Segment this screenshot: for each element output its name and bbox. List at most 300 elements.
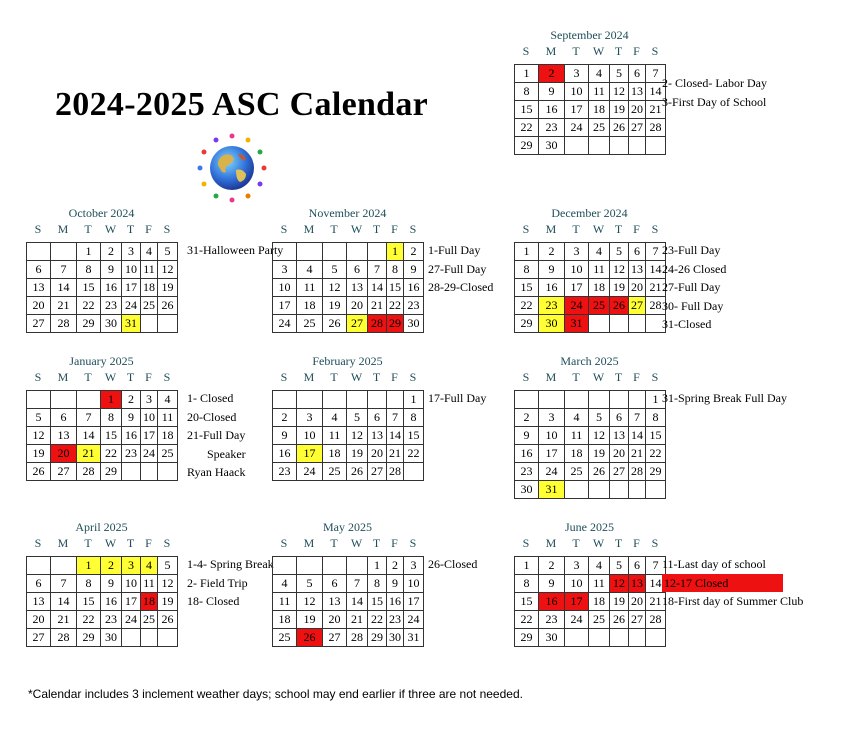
- day-cell: 7: [51, 575, 77, 593]
- empty-cell: [589, 137, 610, 155]
- day-cell: 6: [27, 575, 51, 593]
- day-of-week-label: T: [330, 370, 338, 384]
- day-cell: 8: [101, 409, 122, 427]
- month-title: March 2025: [560, 354, 619, 368]
- empty-cell: [297, 557, 323, 575]
- month-note: Ryan Haack: [187, 465, 246, 479]
- day-cell: 4: [589, 557, 610, 575]
- day-cell: 16: [387, 593, 404, 611]
- day-cell: 4: [297, 261, 323, 279]
- month-note: 1-4- Spring Break: [187, 557, 274, 571]
- day-cell: 24: [273, 315, 297, 333]
- month-note: 23-Full Day: [662, 243, 721, 257]
- day-cell: 1: [515, 65, 539, 83]
- month-note: 31-Closed: [662, 317, 712, 331]
- day-cell: 10: [565, 575, 589, 593]
- day-of-week-label: S: [522, 370, 530, 384]
- empty-cell: [158, 629, 178, 647]
- day-cell: 2: [515, 409, 539, 427]
- day-cell: 15: [387, 279, 404, 297]
- week-row: [515, 65, 666, 83]
- day-cell: 18: [297, 297, 323, 315]
- day-cell: 17: [297, 445, 323, 463]
- day-of-week-label: T: [84, 222, 92, 236]
- month-note: 27-Full Day: [428, 261, 487, 276]
- day-cell: 10: [273, 279, 297, 297]
- day-cell: 21: [629, 445, 646, 463]
- day-cell: 9: [515, 427, 539, 445]
- day-cell: 3: [539, 409, 565, 427]
- month-title: April 2025: [75, 520, 128, 534]
- day-cell: 15: [77, 279, 101, 297]
- day-cell: 12: [610, 575, 629, 593]
- day-cell: 16: [539, 279, 565, 297]
- day-cell: 15: [77, 593, 101, 611]
- day-of-week-label: F: [633, 44, 640, 58]
- day-cell: 1: [515, 557, 539, 575]
- day-cell: 23: [101, 611, 122, 629]
- day-cell: 6: [629, 243, 646, 261]
- day-cell: 27: [27, 629, 51, 647]
- week-row: [515, 575, 666, 593]
- day-cell: 12: [297, 593, 323, 611]
- day-cell: 22: [77, 611, 101, 629]
- day-cell: 16: [539, 101, 565, 119]
- week-row: [27, 391, 178, 409]
- empty-cell: [141, 629, 158, 647]
- day-cell: 20: [629, 593, 646, 611]
- day-of-week-label: W: [350, 222, 363, 236]
- day-cell: 22: [101, 445, 122, 463]
- day-cell: 9: [404, 261, 424, 279]
- day-cell: 22: [515, 611, 539, 629]
- month-note: 17-Full Day: [428, 391, 487, 405]
- day-cell: 21: [646, 593, 666, 611]
- week-row: [27, 279, 178, 297]
- month-note: 31-Spring Break Full Day: [662, 391, 787, 405]
- day-cell: 15: [368, 593, 387, 611]
- day-cell: 26: [323, 315, 347, 333]
- day-of-week-label: F: [391, 370, 398, 384]
- day-cell: 9: [539, 83, 565, 101]
- day-cell: 27: [27, 315, 51, 333]
- empty-cell: [610, 137, 629, 155]
- day-cell: 17: [565, 593, 589, 611]
- day-cell: 25: [273, 629, 297, 647]
- day-of-week-label: T: [572, 44, 580, 58]
- day-cell: 30: [387, 629, 404, 647]
- day-cell: 27: [51, 463, 77, 481]
- month-note: 28-29-Closed: [428, 280, 494, 294]
- month-note: Speaker: [207, 446, 246, 461]
- day-of-week-label: F: [633, 370, 640, 384]
- day-cell: 15: [515, 593, 539, 611]
- day-of-week-label: S: [409, 536, 417, 550]
- day-cell: 16: [101, 279, 122, 297]
- month-note: 30- Full Day: [662, 298, 724, 313]
- day-cell: 24: [404, 611, 424, 629]
- day-cell: 11: [589, 261, 610, 279]
- day-cell: 20: [27, 297, 51, 315]
- week-row: [273, 315, 424, 333]
- day-of-week-label: T: [126, 222, 135, 236]
- day-cell: 1: [368, 557, 387, 575]
- day-cell: 19: [610, 101, 629, 119]
- day-cell: 7: [368, 261, 387, 279]
- day-cell: 26: [158, 297, 178, 315]
- empty-cell: [273, 557, 297, 575]
- day-cell: 29: [368, 629, 387, 647]
- empty-cell: [610, 629, 629, 647]
- day-cell: 29: [387, 315, 404, 333]
- week-row: [27, 409, 178, 427]
- week-row: [515, 427, 666, 445]
- day-of-week-label: F: [145, 370, 152, 384]
- globe-children-icon: [192, 128, 272, 208]
- day-cell: 7: [646, 243, 666, 261]
- month-title: May 2025: [323, 520, 372, 534]
- day-of-week-label: T: [614, 222, 623, 236]
- day-cell: 23: [387, 611, 404, 629]
- day-cell: 27: [368, 463, 387, 481]
- empty-cell: [589, 629, 610, 647]
- day-cell: 5: [610, 243, 629, 261]
- day-cell: 11: [589, 83, 610, 101]
- day-cell: 24: [565, 611, 589, 629]
- day-cell: 8: [404, 409, 424, 427]
- day-cell: 29: [77, 629, 101, 647]
- day-cell: 29: [101, 463, 122, 481]
- day-cell: 7: [629, 409, 646, 427]
- day-cell: 12: [158, 575, 178, 593]
- empty-cell: [565, 137, 589, 155]
- day-cell: 23: [515, 463, 539, 481]
- day-cell: 10: [141, 409, 158, 427]
- day-cell: 20: [368, 445, 387, 463]
- week-row: [27, 611, 178, 629]
- empty-cell: [368, 391, 387, 409]
- month-title: November 2024: [308, 206, 387, 220]
- day-cell: 9: [273, 427, 297, 445]
- week-row: [515, 119, 666, 137]
- day-cell: 25: [158, 445, 178, 463]
- empty-cell: [404, 463, 424, 481]
- day-cell: 25: [589, 119, 610, 137]
- week-row: [27, 629, 178, 647]
- day-cell: 15: [515, 279, 539, 297]
- day-of-week-label: S: [280, 536, 288, 550]
- day-of-week-label: S: [651, 222, 659, 236]
- week-row: [515, 279, 666, 297]
- day-cell: 1: [101, 391, 122, 409]
- day-cell: 15: [101, 427, 122, 445]
- day-cell: 15: [646, 427, 666, 445]
- day-cell: 10: [565, 83, 589, 101]
- day-of-week-label: F: [145, 536, 152, 550]
- day-of-week-label: S: [651, 536, 659, 550]
- week-row: [515, 629, 666, 647]
- month-grid: [26, 390, 178, 481]
- day-of-week-label: S: [280, 222, 288, 236]
- day-cell: 5: [158, 243, 178, 261]
- day-cell: 4: [273, 575, 297, 593]
- day-cell: 14: [368, 279, 387, 297]
- week-row: [273, 243, 424, 261]
- week-row: [273, 391, 424, 409]
- day-of-week-label: W: [592, 44, 605, 58]
- day-cell: 19: [297, 611, 323, 629]
- day-of-week-label: M: [303, 370, 315, 384]
- day-cell: 29: [515, 315, 539, 333]
- day-of-week-label: T: [614, 536, 623, 550]
- day-cell: 10: [565, 261, 589, 279]
- day-cell: 12: [347, 427, 368, 445]
- day-cell: 27: [629, 119, 646, 137]
- day-cell: 23: [539, 119, 565, 137]
- day-of-week-label: F: [145, 222, 152, 236]
- day-cell: 4: [565, 409, 589, 427]
- day-cell: 8: [515, 261, 539, 279]
- day-cell: 12: [610, 83, 629, 101]
- day-cell: 22: [646, 445, 666, 463]
- day-cell: 20: [610, 445, 629, 463]
- empty-cell: [347, 391, 368, 409]
- day-of-week-label: S: [163, 370, 171, 384]
- day-cell: 17: [122, 593, 141, 611]
- day-of-week-label: S: [409, 222, 417, 236]
- day-cell: 3: [273, 261, 297, 279]
- day-cell: 7: [51, 261, 77, 279]
- day-cell: 11: [273, 593, 297, 611]
- month-grid: [26, 242, 178, 333]
- day-cell: 23: [273, 463, 297, 481]
- day-cell: 14: [51, 593, 77, 611]
- day-cell: 25: [297, 315, 323, 333]
- month-grid: [272, 242, 424, 333]
- empty-cell: [589, 391, 610, 409]
- day-cell: 5: [589, 409, 610, 427]
- empty-cell: [589, 481, 610, 499]
- empty-cell: [589, 315, 610, 333]
- day-cell: 26: [589, 463, 610, 481]
- empty-cell: [51, 557, 77, 575]
- month-note: 1-Full Day: [428, 243, 481, 257]
- empty-cell: [273, 243, 297, 261]
- day-cell: 6: [51, 409, 77, 427]
- day-cell: 3: [404, 557, 424, 575]
- day-cell: 11: [297, 279, 323, 297]
- day-of-week-label: F: [391, 536, 398, 550]
- day-cell: 8: [515, 575, 539, 593]
- day-cell: 27: [610, 463, 629, 481]
- day-cell: 30: [539, 629, 565, 647]
- week-row: [273, 629, 424, 647]
- week-row: [515, 243, 666, 261]
- week-row: [27, 575, 178, 593]
- day-cell: 28: [51, 629, 77, 647]
- day-of-week-label: T: [372, 370, 381, 384]
- empty-cell: [610, 391, 629, 409]
- week-row: [27, 445, 178, 463]
- day-cell: 13: [27, 279, 51, 297]
- day-cell: 8: [77, 261, 101, 279]
- empty-cell: [629, 315, 646, 333]
- day-of-week-label: M: [57, 222, 69, 236]
- day-cell: 19: [610, 279, 629, 297]
- week-row: [27, 557, 178, 575]
- day-of-week-label: W: [104, 536, 117, 550]
- day-cell: 3: [565, 557, 589, 575]
- day-cell: 8: [77, 575, 101, 593]
- day-cell: 3: [297, 409, 323, 427]
- day-cell: 18: [158, 427, 178, 445]
- day-cell: 1: [77, 557, 101, 575]
- month-note: 21-Full Day: [187, 428, 246, 442]
- empty-cell: [347, 557, 368, 575]
- day-cell: 5: [158, 557, 178, 575]
- day-of-week-label: T: [126, 370, 135, 384]
- day-cell: 10: [404, 575, 424, 593]
- day-cell: 19: [27, 445, 51, 463]
- day-cell: 11: [141, 261, 158, 279]
- month-title: December 2024: [551, 206, 628, 220]
- day-cell: 28: [387, 463, 404, 481]
- day-cell: 25: [565, 463, 589, 481]
- day-cell: 18: [589, 279, 610, 297]
- day-cell: 24: [122, 297, 141, 315]
- week-row: [515, 463, 666, 481]
- day-cell: 22: [515, 119, 539, 137]
- day-cell: 16: [404, 279, 424, 297]
- day-cell: 7: [387, 409, 404, 427]
- day-cell: 28: [347, 629, 368, 647]
- day-cell: 13: [629, 261, 646, 279]
- day-of-week-label: T: [614, 370, 623, 384]
- day-cell: 11: [141, 575, 158, 593]
- day-cell: 26: [27, 463, 51, 481]
- week-row: [27, 427, 178, 445]
- day-cell: 21: [368, 297, 387, 315]
- day-cell: 18: [323, 445, 347, 463]
- footer-note: *Calendar includes 3 inclement weather days; school may end earlier if three are not needed.: [28, 687, 523, 701]
- day-cell: 29: [77, 315, 101, 333]
- day-of-week-label: T: [572, 536, 580, 550]
- day-cell: 18: [565, 445, 589, 463]
- day-cell: 13: [51, 427, 77, 445]
- day-of-week-label: S: [651, 44, 659, 58]
- day-cell: 14: [347, 593, 368, 611]
- month-grid: [514, 242, 666, 333]
- week-row: [27, 315, 178, 333]
- day-cell: 17: [141, 427, 158, 445]
- week-row: [515, 261, 666, 279]
- week-row: [27, 593, 178, 611]
- day-of-week-label: S: [163, 536, 171, 550]
- day-cell: 23: [122, 445, 141, 463]
- empty-cell: [646, 481, 666, 499]
- day-cell: 8: [387, 261, 404, 279]
- day-cell: 17: [539, 445, 565, 463]
- day-cell: 22: [404, 445, 424, 463]
- day-of-week-label: M: [303, 222, 315, 236]
- day-cell: 24: [141, 445, 158, 463]
- month-note: 11-Last day of school: [662, 557, 766, 571]
- empty-cell: [610, 481, 629, 499]
- day-cell: 16: [101, 593, 122, 611]
- day-cell: 28: [646, 297, 666, 315]
- day-of-week-label: T: [330, 536, 338, 550]
- day-cell: 24: [297, 463, 323, 481]
- day-cell: 28: [646, 611, 666, 629]
- day-cell: 4: [141, 557, 158, 575]
- empty-cell: [158, 463, 178, 481]
- day-cell: 26: [158, 611, 178, 629]
- day-of-week-label: W: [592, 536, 605, 550]
- day-cell: 26: [610, 119, 629, 137]
- day-cell: 25: [589, 611, 610, 629]
- empty-cell: [122, 463, 141, 481]
- week-row: [515, 593, 666, 611]
- day-cell: 2: [539, 65, 565, 83]
- day-cell: 20: [323, 611, 347, 629]
- day-cell: 22: [387, 297, 404, 315]
- day-cell: 13: [27, 593, 51, 611]
- day-cell: 5: [610, 65, 629, 83]
- day-of-week-label: W: [104, 222, 117, 236]
- day-cell: 19: [158, 593, 178, 611]
- empty-cell: [629, 137, 646, 155]
- month-note: 26-Closed: [428, 557, 478, 571]
- day-cell: 31: [404, 629, 424, 647]
- day-cell: 27: [347, 315, 368, 333]
- day-cell: 30: [404, 315, 424, 333]
- month-note: 27-Full Day: [662, 280, 721, 294]
- day-cell: 10: [122, 575, 141, 593]
- day-cell: 16: [273, 445, 297, 463]
- day-cell: 22: [515, 297, 539, 315]
- day-cell: 12: [610, 261, 629, 279]
- month-title: January 2025: [69, 354, 134, 368]
- day-cell: 24: [122, 611, 141, 629]
- day-cell: 27: [629, 297, 646, 315]
- day-of-week-label: T: [372, 222, 381, 236]
- day-cell: 2: [539, 557, 565, 575]
- day-of-week-label: M: [57, 370, 69, 384]
- day-cell: 19: [610, 593, 629, 611]
- week-row: [273, 463, 424, 481]
- day-cell: 11: [323, 427, 347, 445]
- day-cell: 5: [323, 261, 347, 279]
- day-cell: 7: [646, 65, 666, 83]
- week-row: [273, 557, 424, 575]
- day-cell: 12: [589, 427, 610, 445]
- day-of-week-label: S: [522, 536, 530, 550]
- day-of-week-label: W: [592, 370, 605, 384]
- day-of-week-label: M: [303, 536, 315, 550]
- day-cell: 1: [404, 391, 424, 409]
- day-cell: 12: [27, 427, 51, 445]
- day-cell: 14: [646, 83, 666, 101]
- empty-cell: [646, 137, 666, 155]
- day-cell: 2: [122, 391, 141, 409]
- day-cell: 25: [141, 297, 158, 315]
- day-of-week-label: S: [522, 222, 530, 236]
- day-cell: 2: [101, 557, 122, 575]
- week-row: [515, 101, 666, 119]
- day-cell: 24: [565, 297, 589, 315]
- empty-cell: [646, 629, 666, 647]
- day-cell: 20: [27, 611, 51, 629]
